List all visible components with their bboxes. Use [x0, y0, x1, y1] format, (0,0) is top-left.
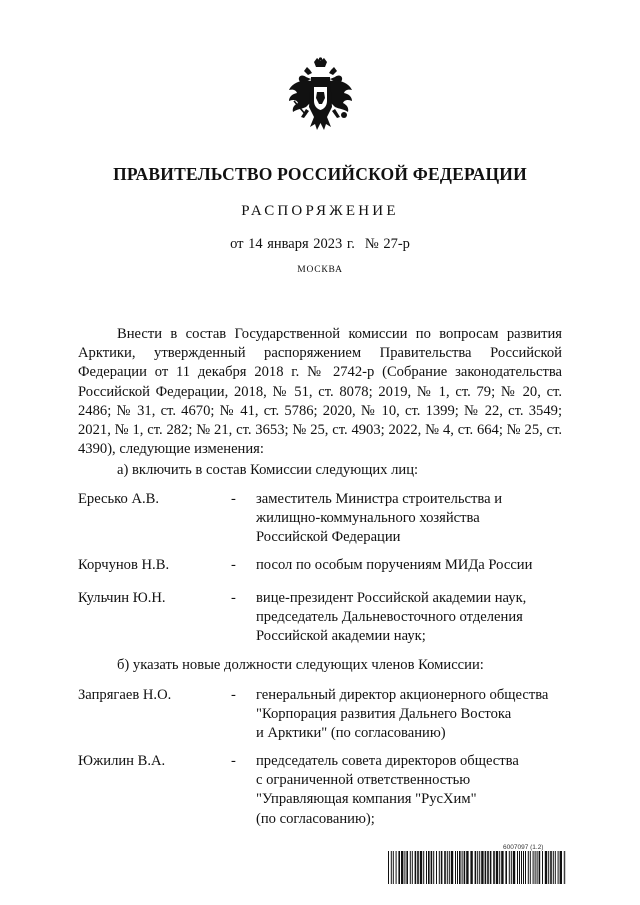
member-dash: -	[231, 590, 236, 606]
document-city: МОСКВА	[297, 265, 343, 275]
item-a-heading: а) включить в состав Комиссии следующих лиц:	[117, 462, 419, 478]
member-name: Южилин В.А.	[78, 753, 166, 769]
member-dash: -	[231, 753, 236, 769]
intro-paragraph	[78, 325, 562, 459]
member-dash: -	[231, 557, 236, 573]
coat-of-arms-emblem	[284, 57, 357, 140]
member-role: вице-президент Российской академии наук, председатель Дальневосточного отделения Российской академии наук;	[256, 590, 527, 645]
member-dash: -	[231, 491, 236, 507]
member-role: заместитель Министра строительства и жилищно-коммунального хозяйства Российской Федерации	[256, 491, 503, 546]
document-number: № 27-р	[364, 236, 410, 252]
document-date: от 14 января 2023 г.	[230, 236, 355, 252]
document-date-line	[0, 236, 640, 253]
member-name: Ересько А.В.	[78, 491, 160, 507]
government-title: ПРАВИТЕЛЬСТВО РОССИЙСКОЙ ФЕДЕРАЦИИ	[113, 164, 527, 184]
document-code: 6007097 (1.2)	[503, 844, 544, 851]
document-type: РАСПОРЯЖЕНИЕ	[241, 203, 399, 219]
member-name: Корчунов Н.В.	[78, 557, 170, 573]
item-b-heading: б) указать новые должности следующих членов Комиссии:	[117, 657, 484, 673]
member-name: Кульчин Ю.Н.	[78, 590, 166, 606]
intro-text: Внести в состав Государственной комиссии по вопросам развития Арктики, утвержденный распоряжением Правительства Российской Федерации от 11 декабря 2018 г. № 2742-р (Собрание законодательства Российской Федерации, 2018, № 51, ст. 8078; 2019, № 1, ст. 79; № 20, ст. 2486; № 31, ст. 4670; № 41, ст. 5786; 2020, № 10, ст. 1399; № 22, ст. 3549; 2021, № 1, ст. 282; № 21, ст. 3653; № 25, ст. 4903; 2022, № 4, ст. 664; № 25, ст. 4390), следующие изменения:	[78, 326, 562, 458]
member-dash: -	[231, 687, 236, 703]
member-role: генеральный директор акционерного общества "Корпорация развития Дальнего Востока и Арктики" (по согласованию)	[256, 687, 549, 742]
barcode	[388, 851, 566, 884]
member-role: посол по особым поручениям МИДа России	[256, 557, 533, 573]
member-role: председатель совета директоров общества с ограниченной ответственностью "Управляющая компания "РусХим" (по согласованию);	[256, 753, 519, 827]
member-name: Запрягаев Н.О.	[78, 687, 172, 703]
